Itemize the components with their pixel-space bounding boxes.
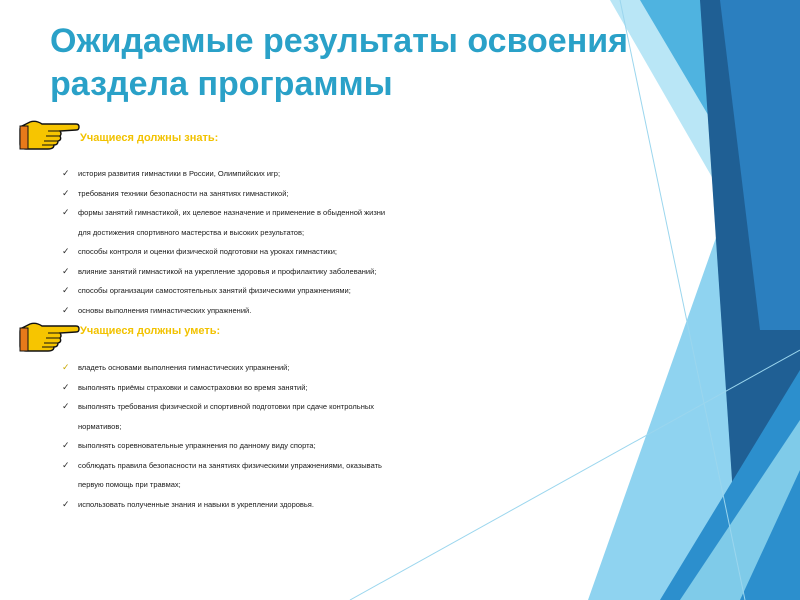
title-line-1: Ожидаемые результаты освоения — [50, 22, 628, 60]
know-list — [62, 164, 385, 320]
list-item: ✓ выполнять приёмы страховки и самостраховки во время занятий; — [62, 378, 382, 398]
checkmark-icon: ✓ — [62, 246, 70, 256]
page-title — [50, 20, 670, 106]
list-item: ✓ способы контроля и оценки физической подготовки на уроках гимнастики; — [62, 242, 385, 262]
checkmark-icon: ✓ — [62, 285, 70, 295]
pointing-hand-icon — [18, 118, 80, 152]
checkmark-icon: ✓ — [62, 440, 70, 450]
list-item: ✓ основы выполнения гимнастических упражнений. — [62, 301, 385, 321]
checkmark-icon: ✓ — [62, 304, 70, 315]
checkmark-icon: ✓ — [62, 168, 70, 178]
list-item: ✓ выполнять требования физической и спортивной подготовки при сдаче контрольных — [62, 397, 382, 417]
know-heading: Учащиеся должны знать: — [80, 132, 219, 144]
list-item: ✓ владеть основами выполнения гимнастических упражнений; — [62, 358, 382, 378]
list-item-continuation: первую помощь при травмах; — [78, 480, 181, 489]
checkmark-icon: ✓ — [62, 362, 70, 372]
pointing-hand-icon — [18, 320, 80, 354]
checkmark-icon: ✓ — [62, 381, 70, 392]
list-item: ✓ история развития гимнастики в России, Олимпийских игр; — [62, 164, 385, 184]
list-item: ✓ способы организации самостоятельных занятий физическими упражнениями; — [62, 281, 385, 301]
checkmark-icon: ✓ — [62, 187, 70, 198]
checkmark-icon: ✓ — [62, 498, 70, 509]
can-heading: Учащиеся должны уметь: — [80, 325, 221, 337]
checkmark-icon: ✓ — [62, 207, 70, 217]
title-line-2: раздела программы — [50, 65, 393, 103]
checkmark-icon: ✓ — [62, 401, 70, 411]
list-item: ✓ соблюдать правила безопасности на занятиях физическими упражнениями, оказывать — [62, 456, 382, 476]
can-list — [62, 358, 382, 514]
checkmark-icon: ✓ — [62, 265, 70, 276]
list-item-continuation: нормативов; — [78, 421, 122, 431]
checkmark-icon: ✓ — [62, 459, 70, 470]
list-item: ✓ формы занятий гимнастикой, их целевое назначение и применение в обыденной жизни — [62, 203, 385, 223]
list-item-continuation: для достижения спортивного мастерства и высоких результатов; — [78, 227, 305, 237]
list-item: ✓ выполнять соревновательные упражнения по данному виду спорта; — [62, 436, 382, 456]
list-item: ✓ требования техники безопасности на занятиях гимнастикой; — [62, 184, 385, 204]
list-item: ✓ влияние занятий гимнастикой на укрепление здоровья и профилактику заболеваний; — [62, 262, 385, 282]
list-item: ✓ использовать полученные знания и навыки в укреплении здоровья. — [62, 495, 382, 515]
